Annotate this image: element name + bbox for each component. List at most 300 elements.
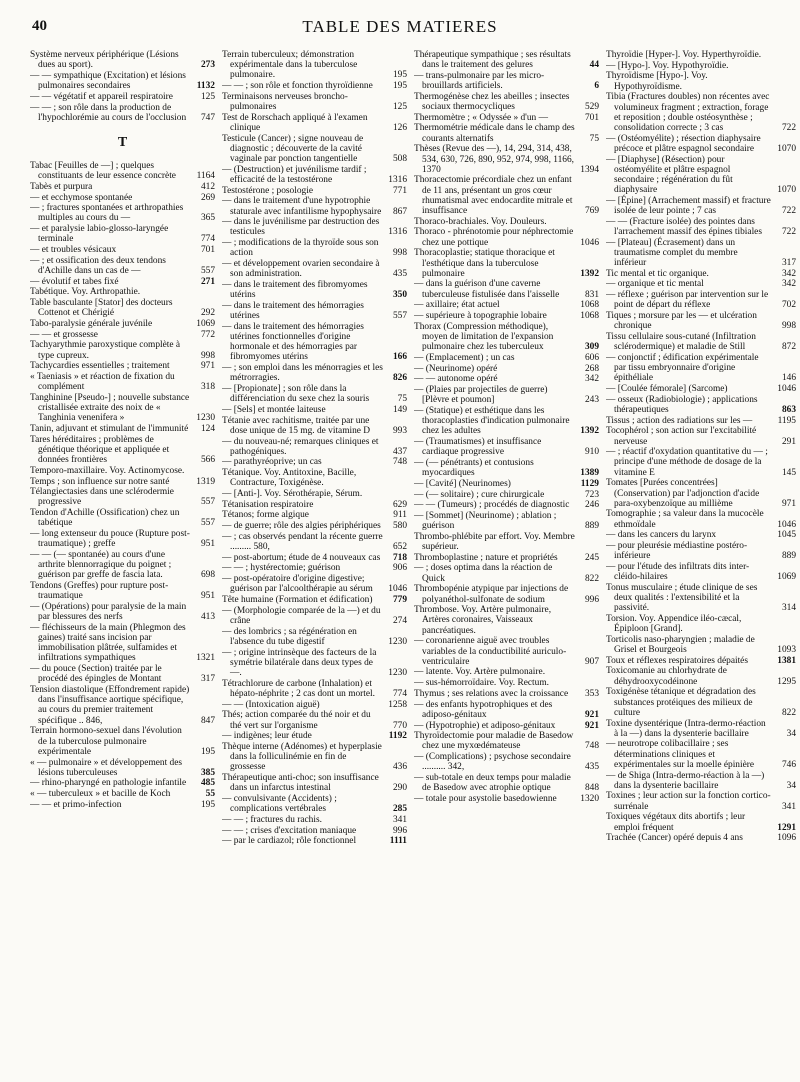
entry-text: Toxiques végétaux dits abortifs ; leur emploi fréquent bbox=[606, 812, 746, 833]
entry-text: — dans le juvénilisme par destruction des testicules bbox=[222, 217, 380, 238]
entry-text: — — ; son rôle et fonction thyroïdienne bbox=[222, 81, 373, 92]
entry-text: Thoracoplastie; statique thoracique et l'esthétique dans la tuberculose pulmonaire bbox=[414, 248, 555, 279]
entry-text: — (Ostéomyélite) ; résection diaphysaire précoce et plâtre espagnol secondaire bbox=[606, 133, 761, 154]
entry-text: — ; et ossification des deux tendons d'Achille dans un cas de — bbox=[30, 255, 166, 276]
entry-text: — latente. Voy. Artère pulmonaire. bbox=[414, 667, 546, 678]
index-entry bbox=[222, 606, 407, 626]
index-entry bbox=[222, 50, 407, 81]
entry-text: — (— solitaire) ; cure chirurgicale bbox=[414, 489, 545, 500]
page-reference: 149 bbox=[392, 404, 407, 415]
page-reference: 580 bbox=[392, 521, 407, 532]
entry-text: Tomates [Purées concentrées] (Conservation) par l'adjonction d'acide para-oxybenzoïque au millième bbox=[606, 478, 760, 509]
page-reference: 907 bbox=[584, 656, 599, 667]
index-entry bbox=[606, 478, 796, 509]
index-entry bbox=[30, 361, 215, 371]
index-entry bbox=[414, 532, 599, 552]
page-reference: 996 bbox=[392, 825, 407, 836]
entry-text: Système nerveux périphérique (Lésions dues au sport). bbox=[30, 50, 179, 71]
page-reference: 1046 bbox=[580, 237, 599, 248]
entry-text: Tanghinine [Pseudo-] ; nouvelle substance cristallisée extraite des noix de « Tanghinia venenifera » bbox=[30, 392, 190, 424]
index-entry bbox=[222, 437, 407, 457]
entry-text: — — végétatif et appareil respiratoire bbox=[30, 91, 173, 102]
entry-text: — (Plaies par projectiles de guerre) [Plèvre et poumon] bbox=[414, 385, 548, 406]
index-entry bbox=[30, 623, 215, 664]
entry-text: Tonus musculaire ; étude clinique de ses deux qualités : l'extensibilité et la passivité. bbox=[606, 582, 758, 614]
index-entry bbox=[30, 203, 215, 223]
page-reference: 698 bbox=[200, 570, 215, 581]
page-reference: 195 bbox=[200, 799, 215, 810]
index-entry bbox=[414, 374, 599, 384]
page-reference: 75 bbox=[397, 394, 407, 405]
page-reference: 557 bbox=[200, 518, 215, 529]
page-reference: 779 bbox=[392, 595, 407, 606]
index-entry bbox=[606, 217, 796, 237]
page-reference: 822 bbox=[781, 707, 796, 718]
index-entry bbox=[222, 238, 407, 258]
page-reference: 195 bbox=[200, 746, 215, 757]
index-entry bbox=[222, 416, 407, 436]
index-entry bbox=[30, 245, 215, 255]
entry-text: Tibia (Fractures doubles) non récentes avec volumineux fragment ; extraction, forage et reposition ; double ostéosynthèse ; consolidation correcte ; 3 cas bbox=[606, 92, 770, 133]
page-reference: 353 bbox=[584, 688, 599, 699]
index-entry bbox=[414, 721, 599, 731]
page-reference: 166 bbox=[392, 352, 407, 363]
page-reference: 1192 bbox=[388, 731, 407, 742]
page-reference: 195 bbox=[392, 81, 407, 92]
entry-text: Toxine dysentérique (Intra-dermo-réaction à la —) dans la dysenterie bacillaire bbox=[606, 718, 766, 739]
entry-text: Thoraco-brachiales. Voy. Douleurs. bbox=[414, 216, 547, 227]
entry-text: — (Emplacement) ; un cas bbox=[414, 352, 515, 363]
index-entry bbox=[606, 61, 796, 71]
page-reference: 75 bbox=[589, 133, 599, 144]
entry-text: Thorax (Compression méthodique), moyen de limitation de l'expansion pulmonaire chez les tuberculeux bbox=[414, 321, 554, 353]
index-entry bbox=[222, 196, 407, 216]
page-reference: 998 bbox=[781, 321, 796, 332]
index-entry bbox=[30, 193, 215, 203]
page-reference: 831 bbox=[584, 289, 599, 300]
entry-text: — — ; hystérectomie; guérison bbox=[222, 563, 341, 574]
entry-text: Thermométrie médicale dans le champ des courants alternatifs bbox=[414, 123, 575, 144]
index-entry bbox=[606, 353, 796, 384]
index-entry bbox=[222, 81, 407, 91]
page-reference: 34 bbox=[786, 780, 796, 791]
index-entry bbox=[414, 322, 599, 353]
page-reference: 485 bbox=[200, 778, 215, 789]
page-reference: 951 bbox=[200, 591, 215, 602]
index-column-2 bbox=[222, 50, 407, 1075]
entry-text: — et développement ovarien secondaire à son administration. bbox=[222, 259, 380, 280]
index-entry bbox=[30, 330, 215, 340]
entry-text: — — (Tumeurs) ; procédés de diagnostic bbox=[414, 500, 570, 511]
entry-text: Testostérone ; posologie bbox=[222, 185, 313, 196]
index-entry bbox=[222, 773, 407, 793]
entry-text: — — et primo-infection bbox=[30, 799, 122, 810]
page-reference: 245 bbox=[584, 552, 599, 563]
page-reference: 748 bbox=[392, 457, 407, 468]
index-entry bbox=[414, 92, 599, 112]
entry-text: Thérapeutique anti-choc; son insuffisance dans un infarctus intestinal bbox=[222, 773, 379, 794]
page-reference: 290 bbox=[392, 783, 407, 794]
index-entry bbox=[30, 298, 215, 318]
entry-text: Thèque interne (Adénomes) et hyperplasie dans la folliculinémie en fin de grossesse bbox=[222, 741, 382, 773]
page-reference: 1392 bbox=[580, 426, 599, 437]
index-entry bbox=[222, 457, 407, 467]
index-entry bbox=[30, 800, 215, 810]
entry-text: — [Sels] et montée laiteuse bbox=[222, 404, 326, 415]
entry-text: — réflexe ; guérison par intervention sur le point de départ du réflexe bbox=[606, 290, 769, 311]
index-entry bbox=[222, 836, 407, 846]
index-entry bbox=[606, 541, 796, 561]
entry-text: Thermomètre ; « Odyssée » d'un — bbox=[414, 112, 548, 123]
entry-text: — ; origine intrinsèque des facteurs de la symétrie bilatérale dans deux types de —. bbox=[222, 647, 377, 678]
entry-text: Thermogénèse chez les abeilles ; insectes sociaux thermocycliques bbox=[414, 91, 570, 113]
running-title: TABLE DES MATIERES bbox=[302, 17, 498, 36]
index-entry bbox=[606, 833, 796, 843]
entry-text: — trans-pulmonaire par les micro-brouillards artificiels. bbox=[414, 70, 545, 92]
index-entry bbox=[606, 791, 796, 811]
entry-text: Tic mental et tic organique. bbox=[606, 268, 709, 279]
index-entry bbox=[606, 666, 796, 686]
page-reference: 273 bbox=[200, 60, 215, 71]
page-reference: 748 bbox=[584, 741, 599, 752]
entry-text: — pour l'étude des infiltrats dits inter-cléido-hilaires bbox=[606, 561, 750, 583]
entry-text: Tendons (Greffes) pour rupture post-traumatique bbox=[30, 581, 169, 602]
entry-text: — — (Fracture isolée) des pointes dans l'arrachement massif des épines tibiales bbox=[606, 216, 762, 237]
entry-text: Thrombopénie atypique par injections de polyanéthol-sulfonate de sodium bbox=[414, 584, 569, 605]
entry-text: Testicule (Cancer) ; signe nouveau de diagnostic ; découverte de la cavité vaginale par ponction tangentielle bbox=[222, 133, 364, 165]
index-entry bbox=[30, 393, 215, 424]
index-entry bbox=[414, 300, 599, 310]
index-entry bbox=[222, 794, 407, 814]
page-reference: 996 bbox=[584, 594, 599, 605]
entry-text: — — (Intoxication aiguë) bbox=[222, 699, 320, 710]
index-entry bbox=[414, 584, 599, 604]
page-reference: 341 bbox=[781, 801, 796, 812]
index-entry bbox=[606, 719, 796, 739]
index-entry bbox=[606, 290, 796, 310]
index-column-4 bbox=[606, 50, 796, 1075]
page-reference: 342 bbox=[781, 268, 796, 279]
page-reference: 1389 bbox=[580, 468, 599, 479]
entry-text: — — ; crises d'excitation maniaque bbox=[222, 825, 357, 836]
page-reference: 350 bbox=[392, 290, 407, 301]
index-entry bbox=[30, 529, 215, 549]
entry-text: Thoracectomie précordiale chez un enfant de 11 ans, présentant un gros cœur rhumatismal avec endocardite mitrale et insuffisance bbox=[414, 175, 573, 217]
entry-text: Tension diastolique (Effondrement rapide) dans l'insuffisance aortique spécifique, au cours du premier traitement spécifique .. 846, bbox=[30, 685, 190, 726]
index-entry bbox=[414, 490, 599, 500]
index-entry bbox=[414, 752, 599, 772]
index-entry bbox=[414, 553, 599, 563]
entry-text: — ; cas observés pendant la récente guerre ......... 580, bbox=[222, 531, 383, 553]
entry-text: — sus-hémorroïdaire. Voy. Rectum. bbox=[414, 678, 549, 689]
entry-text: Terrain tuberculeux; démonstration expérimentale dans la tuberculose pulmonaire. bbox=[222, 50, 358, 81]
entry-text: — (Opérations) pour paralysie de la main par blessures des nerfs bbox=[30, 601, 187, 623]
entry-text: Thrombo-phlébite par effort. Voy. Membre supérieur. bbox=[414, 531, 575, 553]
index-entry bbox=[222, 134, 407, 165]
entry-text: Tissu cellulaire sous-cutané (Infiltration sclérodermique) et maladie de Still bbox=[606, 331, 756, 353]
entry-text: — [Plateau] (Écrasement) dans un traumatisme complet du membre inférieur bbox=[606, 237, 738, 269]
page-reference: 770 bbox=[392, 720, 407, 731]
page-reference: 1132 bbox=[196, 81, 215, 92]
entry-text: Tête humaine (Formation et édification) bbox=[222, 595, 373, 606]
page-reference: 341 bbox=[392, 814, 407, 825]
index-entry bbox=[606, 426, 796, 446]
entry-text: Toxicomanie au chlorhydrate de déhydrooxycodéinone bbox=[606, 666, 727, 687]
entry-text: Tissus ; action des radiations sur les — bbox=[606, 415, 753, 426]
index-entry bbox=[606, 332, 796, 352]
entry-text: Tabès et purpura bbox=[30, 181, 93, 192]
page-reference: 848 bbox=[584, 783, 599, 794]
entry-text: « — pulmonaire » et développement des lésions tuberculeuses bbox=[30, 757, 183, 778]
entry-text: — (Morphologie comparée de la —) et du crâne bbox=[222, 605, 381, 626]
page-reference: 1230 bbox=[388, 667, 407, 678]
index-entry bbox=[606, 509, 796, 529]
index-entry bbox=[222, 826, 407, 836]
index-entry bbox=[414, 636, 599, 667]
index-entry bbox=[414, 123, 599, 143]
index-entry bbox=[414, 731, 599, 751]
page-reference: 124 bbox=[200, 424, 215, 434]
page-reference: 365 bbox=[200, 213, 215, 224]
index-entry bbox=[30, 789, 215, 799]
entry-text: — dans la guérison d'une caverne tuberculeuse fistulisée dans l'aisselle bbox=[414, 279, 560, 300]
entry-text: Tabétique. Voy. Arthropathie. bbox=[30, 287, 141, 298]
index-entry bbox=[606, 311, 796, 331]
index-entry bbox=[30, 685, 215, 726]
entry-text: Table basculante [Stator] des docteurs Cottenot et Chérigié bbox=[30, 298, 173, 319]
page-reference: 1319 bbox=[196, 476, 215, 487]
index-entry bbox=[222, 742, 407, 773]
page-reference: 318 bbox=[200, 382, 215, 393]
entry-text: Thymus ; ses relations avec la croissance bbox=[414, 688, 569, 699]
entry-text: — coronarienne aiguë avec troubles variables de la conductibilité auriculo-ventriculaire bbox=[414, 636, 567, 667]
index-entry bbox=[222, 510, 407, 520]
page-reference: 6 bbox=[594, 81, 599, 92]
index-entry bbox=[414, 605, 599, 636]
entry-text: — dans le traitement d'une hypotrophie staturale avec infantilisme hypophysaire bbox=[222, 196, 382, 217]
entry-text: Temps ; son influence sur notre santé bbox=[30, 476, 170, 487]
section-letter: T bbox=[117, 134, 128, 150]
index-entry bbox=[30, 182, 215, 192]
entry-text: — convulsivante (Accidents) ; complications vertébrales bbox=[222, 793, 337, 815]
index-entry bbox=[30, 161, 215, 181]
index-entry bbox=[30, 581, 215, 601]
index-entry bbox=[222, 521, 407, 531]
index-entry bbox=[222, 574, 407, 594]
index-entry bbox=[222, 815, 407, 825]
index-entry bbox=[222, 532, 407, 552]
page-reference: 826 bbox=[392, 373, 407, 384]
page-reference: 44 bbox=[589, 60, 599, 71]
page-reference: 847 bbox=[200, 715, 215, 726]
entry-text: — ; son emploi dans les ménorragies et les métrorragies. bbox=[222, 363, 383, 384]
index-entry bbox=[222, 280, 407, 300]
entry-text: — et paralysie labio-glosso-laryngée terminale bbox=[30, 224, 169, 245]
index-entry bbox=[606, 384, 796, 394]
index-entry bbox=[606, 739, 796, 770]
page-reference: 243 bbox=[584, 395, 599, 406]
page-reference: 910 bbox=[584, 447, 599, 458]
page-reference: 437 bbox=[392, 446, 407, 457]
page-reference: 772 bbox=[200, 329, 215, 340]
entry-text: — [Hypo-]. Voy. Hypothyroïdie. bbox=[606, 60, 729, 71]
index-entry bbox=[30, 224, 215, 244]
page-reference: 723 bbox=[584, 489, 599, 500]
entry-text: — — ; son rôle dans la production de l'hypochlorémie au cours de l'occlusion bbox=[30, 102, 187, 123]
page-reference: 1070 bbox=[777, 185, 796, 196]
page-reference: 701 bbox=[584, 112, 599, 123]
page-reference: 998 bbox=[392, 248, 407, 259]
entry-text: — post-opératoire d'origine digestive; guérison par l'alcoolthérapie au sérum bbox=[222, 574, 373, 595]
entry-text: — [Coulée fémorale] (Sarcome) bbox=[606, 384, 728, 394]
page-reference: 971 bbox=[781, 498, 796, 509]
page-reference: 921 bbox=[584, 720, 599, 731]
page-reference: 317 bbox=[781, 258, 796, 269]
page-reference: 146 bbox=[781, 373, 796, 384]
page-reference: 435 bbox=[392, 269, 407, 280]
page-reference: 34 bbox=[786, 728, 796, 739]
index-entry bbox=[414, 511, 599, 531]
index-entry bbox=[414, 406, 599, 437]
page-reference: 1394 bbox=[580, 164, 599, 175]
page-reference: 291 bbox=[781, 436, 796, 447]
page-reference: 1230 bbox=[388, 636, 407, 647]
page-reference: 1316 bbox=[388, 174, 407, 185]
index-entry bbox=[222, 648, 407, 679]
entry-text: — de Shiga (Intra-dermo-réaction à la —) dans la dysenterie bacillaire bbox=[606, 770, 765, 791]
entry-text: Toxines ; leur action sur la fonction cortico-surrénale bbox=[606, 791, 771, 812]
entry-text: — [Anti-]. Voy. Sérothérapie, Sérum. bbox=[222, 489, 363, 500]
entry-text: — et ecchymose spontanée bbox=[30, 192, 133, 203]
index-entry bbox=[414, 794, 599, 804]
index-entry bbox=[30, 664, 215, 684]
entry-text: Toux et réflexes respiratoires dépaités bbox=[606, 655, 748, 666]
entry-text: — neurotrope colibacillaire ; ses déterminations cliniques et expérimentales sur la moelle épinière bbox=[606, 739, 755, 770]
index-entry bbox=[30, 435, 215, 466]
index-entry bbox=[606, 812, 796, 832]
page-reference: 1291 bbox=[777, 822, 796, 833]
entry-text: Tétanie avec rachitisme, traitée par une dose unique de 15 mg. de vitamine D bbox=[222, 415, 371, 436]
page-reference: 271 bbox=[200, 276, 215, 287]
index-entry bbox=[30, 424, 215, 434]
index-entry bbox=[222, 363, 407, 383]
entry-text: Thés; action comparée du thé noir et du thé vert sur l'organisme bbox=[222, 710, 371, 731]
entry-text: — — et grossesse bbox=[30, 329, 98, 340]
index-entry bbox=[414, 175, 599, 216]
entry-text: — axillaire; état actuel bbox=[414, 300, 500, 311]
index-entry bbox=[222, 500, 407, 510]
entry-text: — évolutif et tabes fixé bbox=[30, 276, 119, 287]
index-entry bbox=[30, 477, 215, 487]
entry-text: — du pouce (Section) traitée par le procédé des épingles de Montant bbox=[30, 664, 162, 685]
entry-text: — pour pleurésie médiastine postéro-inférieure bbox=[606, 541, 748, 562]
entry-text: Tabo-paralysie générale juvénile bbox=[30, 318, 153, 329]
index-entry bbox=[606, 530, 796, 540]
index-entry bbox=[414, 113, 599, 123]
entry-text: — osseux (Radiobiologie) ; applications thérapeutiques bbox=[606, 394, 758, 415]
entry-text: Thyroïdectomie pour maladie de Basedow chez une myxœdémateuse bbox=[414, 731, 574, 752]
index-entry bbox=[606, 614, 796, 634]
index-entry bbox=[222, 405, 407, 415]
page-reference: 1093 bbox=[777, 645, 796, 656]
index-entry bbox=[222, 259, 407, 279]
entry-text: — fléchisseurs de la main (Phlegmon des gaines) traité sans incision par immobilisation plâtrée, sulfamides et infiltrations sympathiques bbox=[30, 622, 186, 664]
index-entry bbox=[414, 248, 599, 279]
index-entry bbox=[606, 583, 796, 614]
entry-text: Thrombose. Voy. Artère pulmonaire, Artères coronaires, Vaisseaux pancréatiques. bbox=[414, 605, 552, 636]
entry-text: — (Destruction) et juvénilisme tardif ; efficacité de la testostérone bbox=[222, 164, 367, 185]
index-entry bbox=[606, 279, 796, 289]
index-entry bbox=[606, 447, 796, 478]
entry-text: — (Traumatismes) et insuffisance cardiaque progressive bbox=[414, 437, 542, 458]
entry-text: — long extenseur du pouce (Rupture post-traumatique) ; greffe bbox=[30, 529, 190, 550]
page-reference: 145 bbox=[781, 467, 796, 478]
page-reference: 1320 bbox=[580, 793, 599, 804]
entry-text: — supérieure à topographie lobaire bbox=[414, 311, 547, 322]
entry-text: Tétanisation respiratoire bbox=[222, 499, 314, 510]
page-reference: 718 bbox=[392, 552, 407, 563]
page-reference: 126 bbox=[392, 122, 407, 133]
entry-text: Tétanique. Voy. Antitoxine, Bacille, Contracture, Toxigénèse. bbox=[222, 468, 357, 489]
page-reference: 269 bbox=[200, 192, 215, 203]
index-entry bbox=[30, 277, 215, 287]
entry-text: — — autonome opéré bbox=[414, 374, 498, 385]
entry-text: — (Complications) ; psychose secondaire .......... 342, bbox=[414, 752, 571, 773]
entry-text: — parathyréoprive; un cas bbox=[222, 457, 322, 468]
index-entry bbox=[222, 553, 407, 563]
page-reference: 292 bbox=[200, 308, 215, 319]
entry-text: — dans le traitement des hémorragies utérines bbox=[222, 300, 364, 322]
entry-text: Terrain hormono-sexuel dans l'évolution de la tuberculose pulmonaire expérimentale bbox=[30, 726, 182, 757]
entry-text: Tocophérol ; son action sur l'excitabilité nerveuse bbox=[606, 426, 757, 447]
page-reference: 314 bbox=[781, 603, 796, 614]
entry-text: — ; modifications de la thyroïde sous son action bbox=[222, 238, 379, 259]
index-entry bbox=[414, 71, 599, 91]
page-reference: 722 bbox=[781, 122, 796, 133]
index-entry bbox=[222, 489, 407, 499]
index-entry bbox=[414, 563, 599, 583]
page-reference: 889 bbox=[584, 521, 599, 532]
page-reference: 911 bbox=[393, 510, 407, 521]
index-entry bbox=[414, 217, 599, 227]
index-entry bbox=[414, 50, 599, 70]
page-reference: 921 bbox=[584, 709, 599, 720]
page-number: 40 bbox=[32, 18, 47, 34]
index-entry bbox=[30, 319, 215, 329]
index-entry bbox=[30, 602, 215, 622]
index-entry bbox=[222, 92, 407, 112]
page-reference: 1068 bbox=[580, 300, 599, 311]
entry-text: — (Neurinome) opéré bbox=[414, 363, 498, 374]
entry-text: — sub-totale en deux temps pour maladie de Basedow avec atrophie optique bbox=[414, 773, 571, 794]
page-reference: 867 bbox=[392, 206, 407, 217]
index-entry bbox=[30, 92, 215, 102]
index-entry bbox=[30, 372, 215, 392]
entry-text: Tiques ; morsure par les — et ulcération chronique bbox=[606, 311, 757, 332]
index-entry bbox=[222, 563, 407, 573]
page-reference: 309 bbox=[584, 342, 599, 353]
index-entry bbox=[414, 364, 599, 374]
index-entry bbox=[606, 71, 796, 91]
page-reference: 652 bbox=[392, 542, 407, 553]
index-entry bbox=[222, 595, 407, 605]
entry-text: — ; réactif d'oxydation quantitative du — ; principe d'une méthode de dosage de la vitamine E bbox=[606, 447, 768, 478]
page-reference: 701 bbox=[200, 245, 215, 256]
entry-text: Torticolis naso-pharyngien ; maladie de Grisel et Bourgeois bbox=[606, 634, 755, 656]
page-reference: 125 bbox=[200, 91, 215, 102]
index-entry bbox=[30, 340, 215, 360]
index-entry bbox=[222, 627, 407, 647]
